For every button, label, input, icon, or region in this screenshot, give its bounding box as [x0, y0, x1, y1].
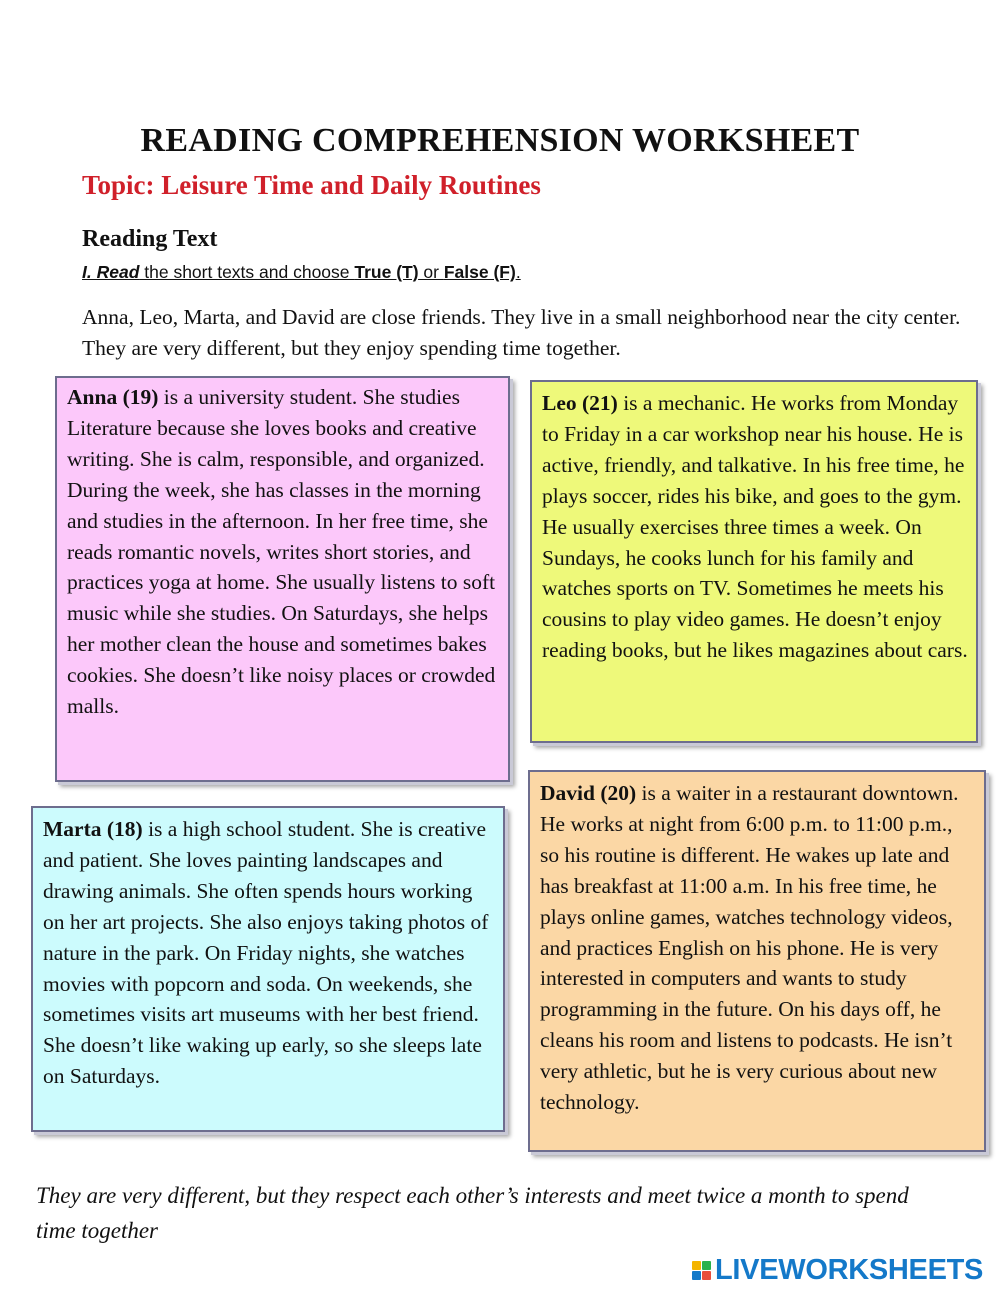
profile-card-marta	[31, 806, 505, 1132]
profile-text-david: is a waiter in a restaurant downtown. He works at night from 6:00 p.m. to 11:00 p.m., so his routine is different. He wakes up late and has breakfast at 11:00 a.m. In his free time, he plays online games, watches technology videos, and practices English on his phone. He is very interested in computers and wants to study programming in the future. On his days off, he cleans his room and listens to podcasts. He isn’t very athletic, but he is very curious about new technology.	[540, 781, 959, 1115]
profile-name-marta: Marta (18)	[43, 817, 143, 841]
profile-text-leo: is a mechanic. He works from Monday to Friday in a car workshop near his house. He is active, friendly, and talkative. In his free time, he plays soccer, rides his bike, and goes to the gym. He usually exercises three times a week. On Sundays, he cooks lunch for his family and watches sports on TV. Sometimes he meets his cousins to play video games. He doesn’t enjoy reading books, but he likes magazines about cars.	[542, 391, 968, 663]
instruction-end: .	[515, 262, 521, 282]
logo-square-3	[692, 1271, 701, 1280]
topic-heading: Topic: Leisure Time and Daily Routines	[82, 170, 541, 200]
section-heading: Reading Text	[82, 226, 218, 252]
profile-name-leo: Leo (21)	[542, 391, 618, 415]
profile-card-david	[528, 770, 986, 1152]
instruction-text-1: the short texts and choose	[139, 262, 355, 282]
profile-name-david: David (20)	[540, 781, 637, 805]
instruction-line	[82, 262, 521, 283]
liveworksheets-logo[interactable]	[692, 1254, 983, 1287]
logo-square-1	[692, 1261, 701, 1270]
false-label: False (F)	[443, 262, 516, 282]
logo-grid-icon	[692, 1261, 711, 1280]
logo-square-4	[702, 1271, 711, 1280]
logo-square-2	[702, 1261, 711, 1270]
profile-text-anna: is a university student. She studies Literature because she loves books and creative writing. She is calm, responsible, and organized. During the week, she has classes in the morning and studies in the afternoon. In her free time, she reads romantic novels, writes short stories, and practices yoga at home. She usually listens to soft music while she studies. On Saturdays, she helps her mother clean the house and sometimes bakes cookies. She doesn’t like noisy places or crowded malls.	[67, 385, 496, 719]
intro-paragraph: Anna, Leo, Marta, and David are close friends. They live in a small neighborhood near the city center. They are very different, but they enjoy spending time together.	[82, 305, 961, 360]
instruction-text-2: or	[418, 262, 444, 282]
profile-text-marta: is a high school student. She is creative and patient. She loves painting landscapes and drawing animals. She often spends hours working on her art projects. She also enjoys taking photos of nature in the park. On Friday nights, she watches movies with popcorn and soda. On weekends, she sometimes visits art museums with her best friend. She doesn’t like waking up early, so she sleeps late on Saturdays.	[43, 817, 489, 1089]
closing-paragraph: They are very different, but they respect each other’s interests and meet twice a month to spend time together	[36, 1183, 909, 1243]
profile-card-anna	[55, 376, 510, 782]
worksheet-title: READING COMPREHENSION WORKSHEET	[140, 122, 860, 159]
profile-card-leo	[530, 380, 978, 743]
instruction-lead: I. Read	[82, 262, 140, 282]
logo-text: LIVEWORKSHEETS	[715, 1254, 984, 1286]
profile-name-anna: Anna (19)	[67, 385, 159, 409]
true-label: True (T)	[354, 262, 419, 282]
